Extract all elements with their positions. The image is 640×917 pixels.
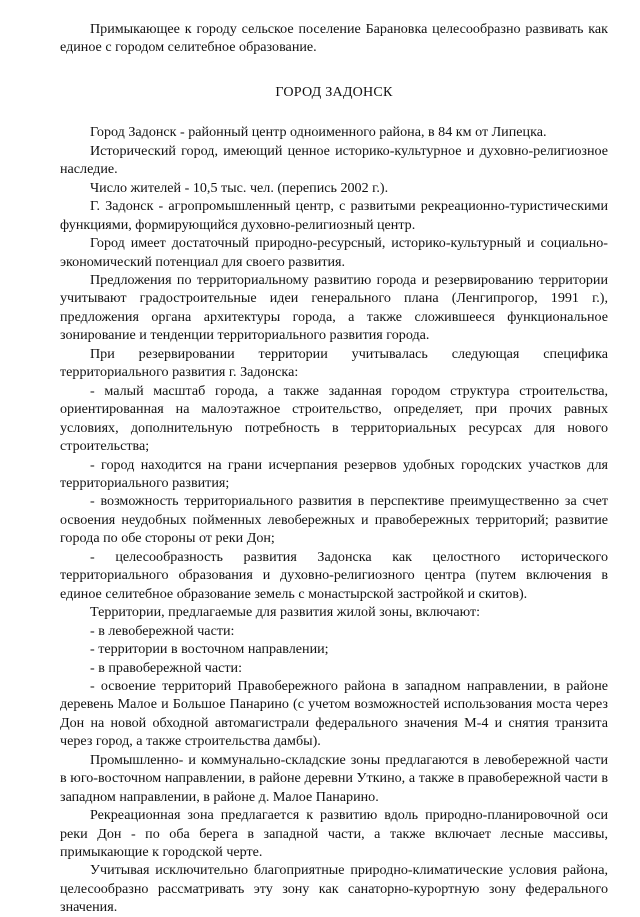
paragraph: Рекреационная зона предлагается к развитию вдоль природно-планировочной оси реки Дон - по оба берега в западной части, а также включает лесные массивы, примыкающие к городской черте. bbox=[60, 807, 608, 861]
paragraph: Территории, предлагаемые для развития жилой зоны, включают: bbox=[90, 604, 481, 621]
paragraph: Промышленно- и коммунально-складские зоны предлагаются в левобережной части в юго-восточном направлении, в районе деревни Уткино, а также в правобережной части в западном направлении, в районе д. Малое Панарино. bbox=[60, 751, 608, 805]
list-item: - малый масштаб города, а также заданная городом структура строительства, ориентированная на малоэтажное строительство, определяет, при прочих равных условиях, дополнительную потребность в территориальных ресурсах для нового строительства; bbox=[60, 382, 608, 455]
paragraph: Город имеет достаточный природно-ресурсный, историко-культурный и социально-экономический потенциал для своего развития. bbox=[60, 235, 608, 270]
list-item: - возможность территориального развития в перспективе преимущественно за счет освоения неудобных пойменных левобережных и правобережных территорий; развитие города по обе стороны от реки Дон; bbox=[60, 493, 608, 547]
paragraph: При резервировании территории учитывалась следующая специфика территориального развития г. Задонска: bbox=[60, 345, 608, 381]
list-item: - в правобережной части: bbox=[90, 659, 242, 676]
list-item: - территории в восточном направлении; bbox=[90, 641, 329, 658]
paragraph: Предложения по территориальному развитию города и резервированию территории учитывают градостроительные идеи генерального плана (Ленгипрогор, 1991 г.), предложения органа архитектуры города, а также сложившееся функциональное зонирование и тенденции территориального развития города. bbox=[60, 271, 608, 344]
list-item: - город находится на грани исчерпания резервов удобных городских участков для территориального развития; bbox=[60, 456, 608, 491]
intro-paragraph: Примыкающее к городу сельское поселение Барановка целесообразно развивать как единое с городом селитебное образование. bbox=[60, 21, 608, 56]
paragraph: Г. Задонск - агропромышленный центр, с развитыми рекреационно-туристическими функциями, формирующийся духовно-религиозный центр. bbox=[60, 198, 608, 233]
section-title: ГОРОД ЗАДОНСК bbox=[275, 83, 393, 100]
list-item: - в левобережной части: bbox=[90, 622, 235, 639]
paragraph: Исторический город, имеющий ценное историко-культурное и духовно-религиозное наследие. bbox=[60, 142, 608, 178]
paragraph: Учитывая исключительно благоприятные природно-климатические условия района, целесообразно рассматривать эту зону как санаторно-курортную зону федерального значения. bbox=[60, 862, 608, 916]
paragraph: Город Задонск - районный центр одноименного района, в 84 км от Липецка. bbox=[90, 124, 547, 141]
document-page bbox=[60, 20, 608, 917]
list-item: - целесообразность развития Задонска как целостного исторического территориального образования и духовно-религиозного центра (путем включения в единое селитебное образование земель с монастырской застройкой и скитов). bbox=[60, 548, 608, 602]
paragraph: Число жителей - 10,5 тыс. чел. (перепись 2002 г.). bbox=[90, 179, 389, 196]
list-item: - освоение территорий Правобережного района в западном направлении, в районе деревень Малое и Большое Панарино (с учетом возможностей использования моста через Дон на новой обходной автомагистрали федерального значения М-4 и снятия транзита через город, а также строительства дамбы). bbox=[60, 677, 608, 750]
